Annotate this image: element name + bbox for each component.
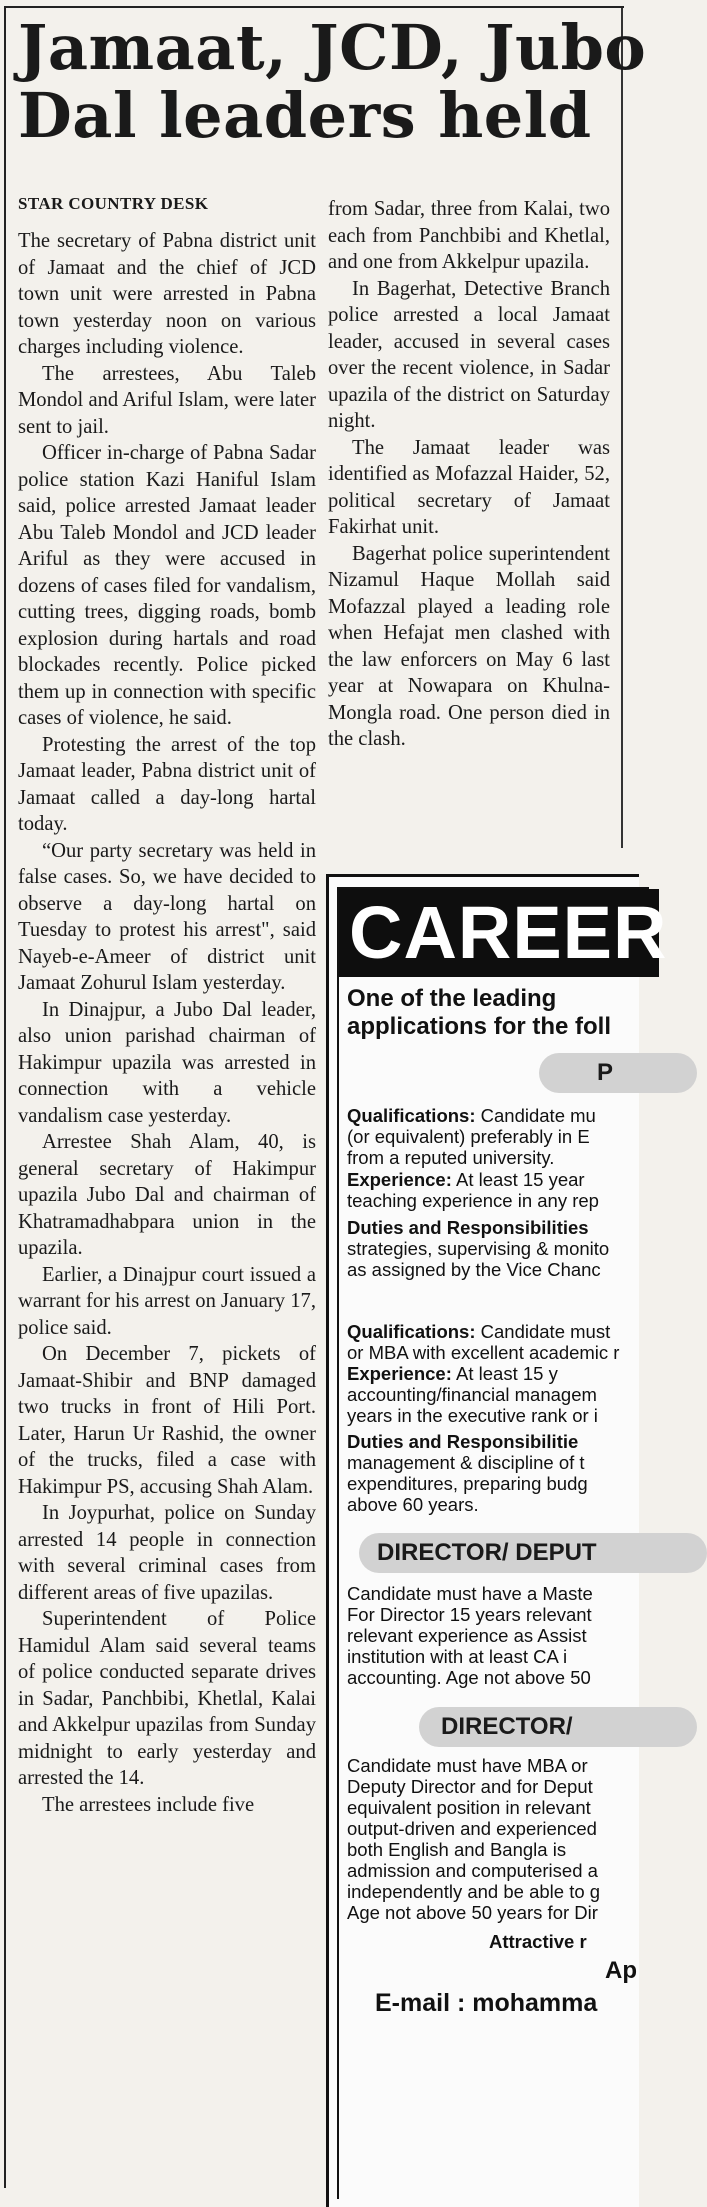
ad-title: CAREER (339, 889, 659, 977)
ad-lead-line-2: applications for the foll (347, 1013, 612, 1040)
paragraph: “Our party secretary was held in false cases. So, we have decided to observe a day-long hartal on Tuesday to protest his arrest", said Nayeb-e-Ameer of district unit Jamaat Zohurul Islam yesterday. (18, 839, 316, 994)
career-advertisement (326, 874, 668, 2207)
paragraph: The arrestees, Abu Taleb Mondol and Ariful Islam, were later sent to jail. (18, 362, 316, 438)
paragraph: Arrestee Shah Alam, 40, is general secretary of Hakimpur upazila Jubo Dal and chairman of Khatramadhabpara union in the upazila. (18, 1131, 316, 1259)
ad-email: E-mail : mohamma (375, 1989, 598, 2017)
paragraph: Bagerhat police superintendent Nizamul Haque Mollah said Mofazzal played a leading role when Hefajat men clashed with the law enforcers on May 6 last year at Nowapara on Khulna-Mongla road. One person died in the clash. (328, 542, 610, 750)
paragraph: Superintendent of Police Hamidul Alam said several teams of police conducted separate drives in Sadar, Panchbibi, Khetlal, Kalai and Akkelpur upazilas from Sunday midnight to early yesterday and arrested the 14. (18, 1608, 316, 1789)
paragraph: Protesting the arrest of the top Jamaat leader, Pabna district unit of Jamaat called a day-long hartal today. (18, 733, 316, 835)
article-column-1 (18, 228, 316, 1818)
ad-text-line: accounting. Age not above 50 (347, 1667, 591, 1688)
paragraph: In Joypurhat, police on Sunday arrested 14 people in connection with several criminal cases from different areas of five upazilas. (18, 1502, 316, 1604)
advertisement-inner-box (337, 887, 668, 2199)
text: Candidate must (475, 1321, 611, 1342)
ad-text-line: teaching experience in any rep (347, 1190, 599, 1211)
ad-text-line: from a reputed university. (347, 1147, 555, 1168)
ad-text-line: expenditures, preparing budg (347, 1473, 588, 1494)
paragraph: In Dinajpur, a Jubo Dal leader, also union parishad chairman of Hakimpur upazila was arrested in connection with a vehicle vandalism case yesterday. (18, 998, 316, 1127)
ad-text-line: (or equivalent) preferably in E (347, 1126, 590, 1147)
text: At least 15 year (451, 1169, 585, 1190)
label: Qualifications: (347, 1321, 476, 1342)
position-heading-3-text: DIRECTOR/ (441, 1713, 573, 1740)
paragraph: In Bagerhat, Detective Branch police arrested a local Jamaat leader, accused in several cases over the recent violence, in Sadar upazila of the district on Saturday night. (328, 277, 610, 432)
position-heading-2 (359, 1533, 707, 1573)
position-heading-1 (539, 1053, 697, 1093)
position-heading-1-text: P (597, 1059, 614, 1086)
ad-text-line: Candidate must have a Maste (347, 1583, 593, 1604)
ad-text-line: output-driven and experienced (347, 1818, 597, 1839)
ad-duties-label-2: Duties and Responsibilitie (347, 1431, 579, 1452)
ad-text-line: Age not above 50 years for Dir (347, 1902, 598, 1923)
label: Experience: (347, 1363, 452, 1384)
ad-lead-line-1: One of the leading (347, 985, 557, 1012)
paragraph: The Jamaat leader was identified as Mofazzal Haider, 52, political secretary of Jamaat Fakirhat unit. (328, 436, 610, 538)
ad-text-line: years in the executive rank or i (347, 1405, 598, 1426)
ad-text-line: strategies, supervising & monito (347, 1238, 610, 1259)
label: Experience: (347, 1169, 452, 1190)
headline (18, 11, 647, 152)
position-heading-3 (419, 1707, 697, 1747)
left-rule (4, 6, 6, 2188)
ad-text-line: institution with at least CA i (347, 1646, 568, 1667)
paragraph: The arrestees include five (42, 1793, 255, 1816)
ad-experience-2 (347, 1363, 558, 1384)
ad-text-line: relevant experience as Assist (347, 1625, 587, 1646)
top-rule (4, 6, 624, 8)
position-heading-2-text: DIRECTOR/ DEPUT (377, 1539, 597, 1566)
ad-text-line: as assigned by the Vice Chanc (347, 1259, 601, 1280)
headline-line-1: Jamaat, JCD, Jubo (18, 11, 647, 84)
ad-text-line: independently and be able to g (347, 1881, 601, 1902)
ad-text-line: management & discipline of t (347, 1452, 585, 1473)
paragraph: Officer in-charge of Pabna Sadar police station Kazi Haniful Islam said, police arrested Jamaat leader Abu Taleb Mondol and JCD leader Ariful as they were accused in dozens of cases filed for vandalism, cutting trees, digging roads, bomb explosion during hartals and road blockades recently. Police picked them up in connection with specific cases of violence, he said. (18, 442, 316, 729)
ad-qualifications-1 (347, 1105, 596, 1126)
ad-attractive-text: Attractive r (489, 1931, 587, 1952)
ad-text-line: equivalent position in relevant (347, 1797, 591, 1818)
paragraph: On December 7, pickets of Jamaat-Shibir and BNP damaged two trucks in front of Hili Port. Later, Harun Ur Rashid, the owner of the trucks, filed a case with Hakimpur PS, accusing Shah Alam. (18, 1343, 316, 1498)
ad-text-line: both English and Bangla is (347, 1839, 567, 1860)
ad-text-line: accounting/financial managem (347, 1384, 597, 1405)
paragraph: Earlier, a Dinajpur court issued a warrant for his arrest on January 17, police said. (18, 1263, 316, 1339)
ad-apply-text: Ap (605, 1957, 637, 1984)
ad-text-line: admission and computerised a (347, 1860, 598, 1881)
ad-text-line: Deputy Director and for Deput (347, 1776, 593, 1797)
ad-text-line: For Director 15 years relevant (347, 1604, 592, 1625)
ad-duties-label-1: Duties and Responsibilities (347, 1217, 589, 1238)
ad-experience-1 (347, 1169, 585, 1190)
headline-line-2: Dal leaders held (18, 79, 592, 152)
ad-text-line: above 60 years. (347, 1494, 479, 1515)
label: Qualifications: (347, 1105, 476, 1126)
ad-text-line: Candidate must have MBA or (347, 1755, 588, 1776)
byline: STAR COUNTRY DESK (18, 194, 209, 213)
ad-text-line: or MBA with excellent academic r (347, 1342, 620, 1363)
paragraph: The secretary of Pabna district unit of Jamaat and the chief of JCD town unit were arrested in Pabna town yesterday noon on various charges including violence. (18, 230, 316, 358)
text: Candidate mu (475, 1105, 596, 1126)
text: At least 15 y (451, 1363, 558, 1384)
paragraph: from Sadar, three from Kalai, two each from Panchbibi and Khetlal, and one from Akkelpur upazila. (328, 198, 610, 273)
ad-qualifications-2 (347, 1321, 610, 1342)
article-column-2 (328, 196, 610, 753)
